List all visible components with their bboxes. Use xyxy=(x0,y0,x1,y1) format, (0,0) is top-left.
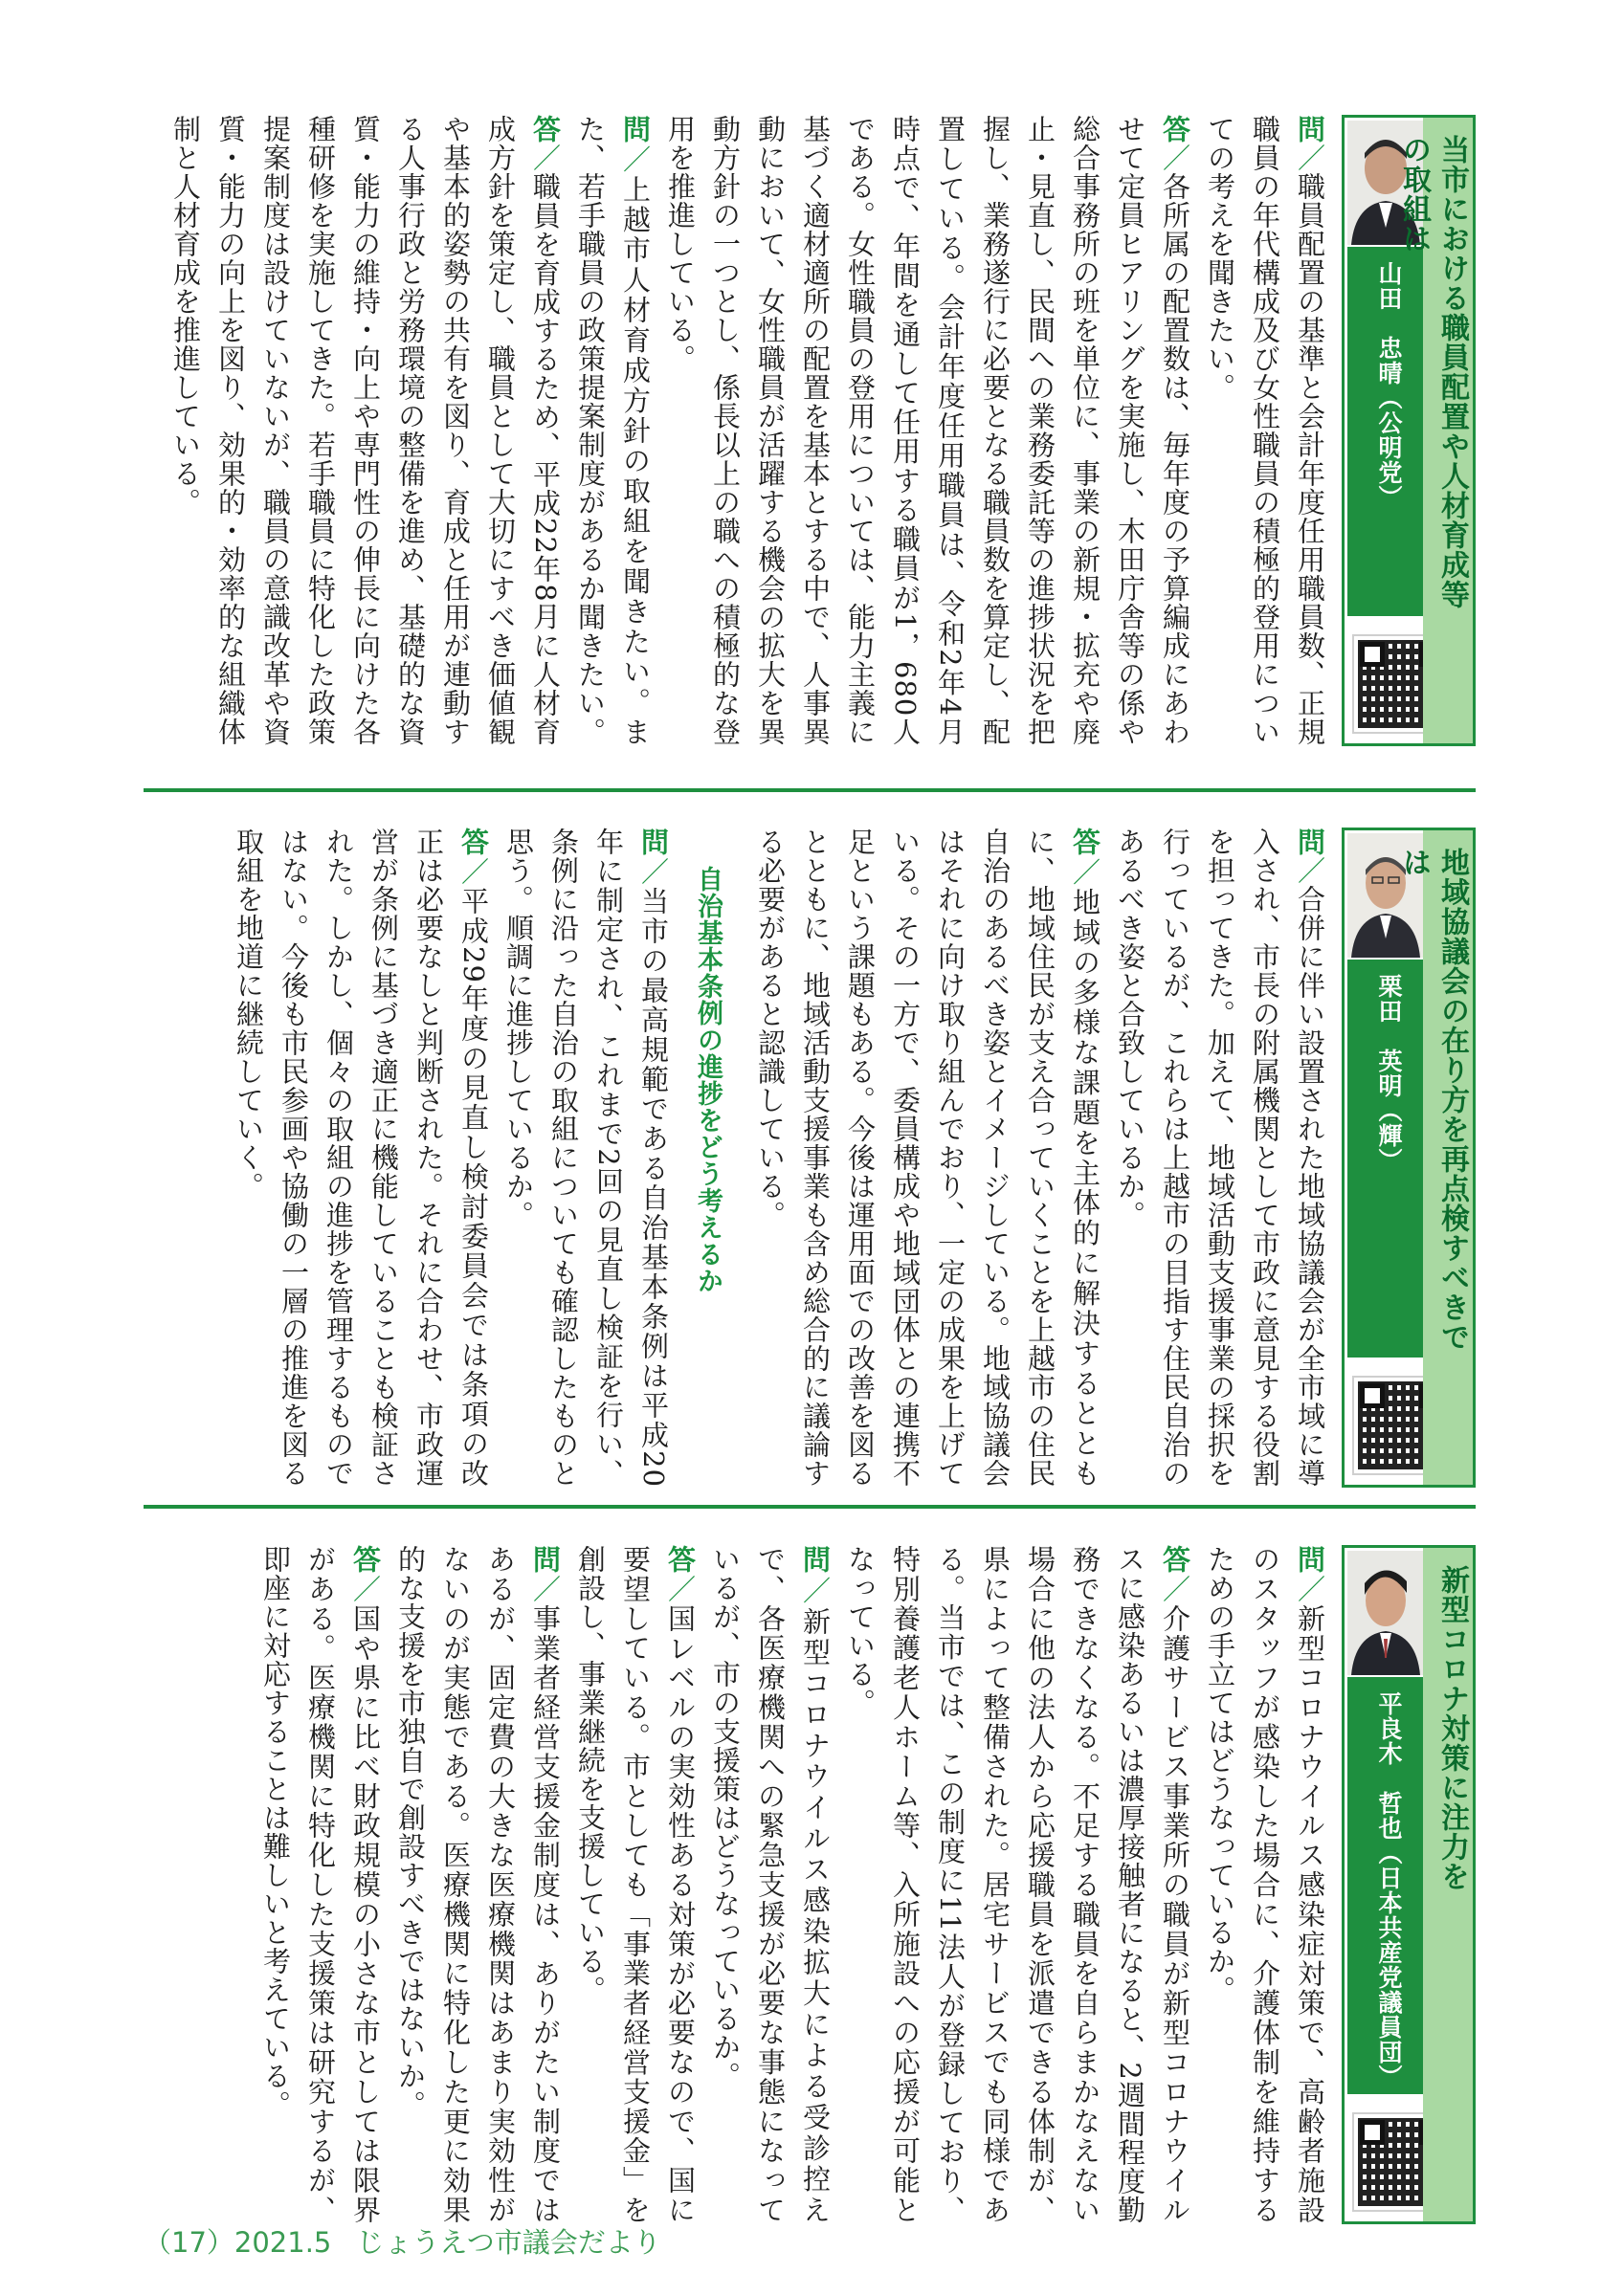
paragraph-text: 新型コロナウイルス感染拡大による受診控えで、各医療機関への緊急支援が必要な事態になっているが、市の支援策はどうなっているか。 xyxy=(709,1545,832,2225)
answer-mark: 答 xyxy=(1159,115,1191,144)
question-paragraph: 問／新型コロナウイルス感染拡大による受診控えで、各医療機関への緊急支援が必要な事態になっているが、市の支援策はどうなっているか。 xyxy=(709,1545,832,2225)
paragraph-text: 各所属の配置数は、毎年度の予算編成にあわせて定員ヒアリングを実施し、木田庁舎等の係や総合事務所の班を単位に、事業の新規・拡充や廃止・見直し、民間への業務委託等の進捗状況を把握し、業務遂行に必要となる職員数を算定し、配置している。会計年度任用職員は、令和2年4月時点で、年間を通して任用する職員が1，680人である。女性職員の登用については、能力主義に基づく適材適所の配置を基本とする中で、人事異動において、女性職員が活躍する機会の拡大を異動方針の一つとし、係長以上の職への積極的な登用を推進している。 xyxy=(664,115,1191,746)
answer-paragraph: 答／介護サービス事業所の職員が新型コロナウイルスに感染あるいは濃厚接触者になると、2週間程度勤務できなくなる。不足する職員を自らまかなえない場合に他の法人から応援職員を派遣できる体制が、県によって整備された。居宅サービスでも同様である。当市では、この制度に11法人が登録しており、特別養護老人ホーム等、入所施設への応援が可能となっている。 xyxy=(844,1545,1191,2225)
topic-title: 当市における職員配置や人材育成等の取組は xyxy=(1397,135,1469,609)
answer-mark: 答 xyxy=(1069,828,1101,858)
publication-name: じょうえつ市議会だより xyxy=(356,2226,661,2259)
question-mark: 問 xyxy=(799,1545,832,1577)
question-paragraph: 問／合併に伴い設置された地域協議会が全市域に導入され、市長の附属機関として市政に意見する役割を担ってきた。加えて、地域活動支援事業の採択を行っているが、これらは上越市の目指す住民自治のあるべき姿と合致しているか。 xyxy=(1114,828,1326,1488)
paragraph-text: 地域の多様な課題を主体的に解決するとともに、地域住民が支え合っていくことを上越市の住民自治のあるべき姿とイメージしている。地域協議会はそれに向け取り組んでおり、一定の成果を上げている。その一方で、委員構成や地域団体との連携不足という課題もある。今後は運用面での改善を図るとともに、地域活動支援事業も含め総合的に議論する必要があると認識している。 xyxy=(754,828,1101,1489)
question-mark: 問 xyxy=(637,828,670,858)
member-name: 平良木 哲也（日本共産党議員団） xyxy=(1375,1691,1403,2089)
answer-mark: 答 xyxy=(349,1545,382,1575)
article-body xyxy=(253,1545,1332,2224)
answer-paragraph: 答／地域の多様な課題を主体的に解決するとともに、地域住民が支え合っていくことを上越市の住民自治のあるべき姿とイメージしている。地域協議会はそれに向け取り組んでおり、一定の成果を上げている。その一方で、委員構成や地域団体との連携不足という課題もある。今後は運用面での改善を図るとともに、地域活動支援事業も含め総合的に議論する必要があると認識している。 xyxy=(754,828,1101,1489)
sub-heading: 自治基本条例の進捗をどう考えるか xyxy=(693,866,723,1294)
question-mark: 問 xyxy=(619,115,652,145)
answer-mark: 答 xyxy=(457,828,490,858)
question-paragraph: 問／職員配置の基準と会計年度任用職員数、正規職員の年代構成及び女性職員の積極的登用についての考えを聞きたい。 xyxy=(1204,115,1326,746)
question-mark: 問 xyxy=(1294,115,1326,144)
paragraph-text: 国レベルの実効性ある対策が必要なので、国に要望している。市としても「事業者経営支援金」を創設し、事業継続を支援している。 xyxy=(574,1545,697,2225)
answer-mark: 答 xyxy=(664,1545,697,1575)
member-name: 栗田 英明（輝） xyxy=(1375,974,1403,1173)
paragraph-text: 当市の最高規範である自治基本条例は平成20年に制定され、これまで2回の見直し検証を行い、条例に沿った自治の取組についても確認したものと思う。順調に進捗しているか。 xyxy=(502,828,670,1489)
answer-paragraph: 答／国や県に比べ財政規模の小さな市としては限界がある。医療機関に特化した支援策は研究するが、即座に対応することは難しいと考えている。 xyxy=(259,1545,382,2225)
topic-title: 新型コロナ対策に注力を xyxy=(1435,1565,1469,1891)
article-body xyxy=(226,828,1332,1488)
paragraph-text: 上越市人材育成方針の取組を聞きたい。また、若手職員の政策提案制度があるか聞きたい。 xyxy=(574,115,652,746)
topic-header xyxy=(1342,115,1476,746)
question-mark: 問 xyxy=(1294,1545,1326,1575)
answer-paragraph: 答／各所属の配置数は、毎年度の予算編成にあわせて定員ヒアリングを実施し、木田庁舎等の係や総合事務所の班を単位に、事業の新規・拡充や廃止・見直し、民間への業務委託等の進捗状況を把握し、業務遂行に必要となる職員数を算定し、配置している。会計年度任用職員は、令和2年4月時点で、年間を通して任用する職員が1，680人である。女性職員の登用については、能力主義に基づく適材適所の配置を基本とする中で、人事異動において、女性職員が活躍する機会の拡大を異動方針の一つとし、係長以上の職への積極的な登用を推進している。 xyxy=(664,115,1191,746)
paragraph-text: 国や県に比べ財政規模の小さな市としては限界がある。医療機関に特化した支援策は研究するが、即座に対応することは難しいと考えている。 xyxy=(259,1545,382,2225)
question-mark: 問 xyxy=(529,1545,562,1575)
page-number: （17）2021.5 xyxy=(144,2226,332,2259)
answer-mark: 答 xyxy=(529,115,562,144)
paragraph-text: 事業者経営支援金制度は、ありがたい制度ではあるが、固定費の大きな医療機関はあまり実効性がないのが実態である。医療機関に特化した更に効果的な支援を市独自で創設すべきではないか。 xyxy=(394,1545,562,2225)
article-body xyxy=(163,115,1332,746)
section-divider xyxy=(144,788,1476,792)
topic-section-1 xyxy=(144,115,1476,746)
member-photo xyxy=(1347,1551,1423,1675)
question-paragraph: 問／事業者経営支援金制度は、ありがたい制度ではあるが、固定費の大きな医療機関はあまり実効性がないのが実態である。医療機関に特化した更に効果的な支援を市独自で創設すべきではないか。 xyxy=(394,1545,562,2225)
paragraph-text: 介護サービス事業所の職員が新型コロナウイルスに感染あるいは濃厚接触者になると、2週間程度勤務できなくなる。不足する職員を自らまかなえない場合に他の法人から応援職員を派遣できる体制が、県によって整備された。居宅サービスでも同様である。当市では、この制度に11法人が登録しており、特別養護老人ホーム等、入所施設への応援が可能となっている。 xyxy=(844,1545,1191,2225)
topic-title: 地域協議会の在り方を再点検すべきでは xyxy=(1397,848,1469,1352)
paragraph-text: 合併に伴い設置された地域協議会が全市域に導入され、市長の附属機関として市政に意見する役割を担ってきた。加えて、地域活動支援事業の採択を行っているが、これらは上越市の目指す住民自治のあるべき姿と合致しているか。 xyxy=(1114,828,1326,1488)
answer-paragraph: 答／平成29年度の見直し検討委員会では条項の改正は必要なしと判断された。それに合わせ、市政運営が条例に基づき適正に機能していることも検証された。しかし、個々の取組の進捗を管理するものではない。今後も市民参画や協働の一層の推進を図る取組を地道に継続していく。 xyxy=(233,828,490,1489)
paragraph-text: 新型コロナウイルス感染症対策で、高齢者施設のスタッフが感染した場合に、介護体制を維持するための手立てはどうなっているか。 xyxy=(1204,1545,1326,2225)
question-paragraph: 問／新型コロナウイルス感染症対策で、高齢者施設のスタッフが感染した場合に、介護体制を維持するための手立てはどうなっているか。 xyxy=(1204,1545,1326,2225)
section-divider xyxy=(144,1505,1476,1509)
page-footer xyxy=(144,2221,686,2261)
question-paragraph: 問／上越市人材育成方針の取組を聞きたい。また、若手職員の政策提案制度があるか聞きたい。 xyxy=(574,115,652,746)
topic-header xyxy=(1342,1545,1476,2224)
question-mark: 問 xyxy=(1294,828,1326,856)
topic-header xyxy=(1342,828,1476,1488)
question-paragraph: 問／当市の最高規範である自治基本条例は平成20年に制定され、これまで2回の見直し検証を行い、条例に沿った自治の取組についても確認したものと思う。順調に進捗しているか。 xyxy=(502,828,670,1489)
paragraph-text: 職員を育成するため、平成22年8月に人材育成方針を策定し、職員として大切にすべき価値観や基本的姿勢の共有を図り、育成と任用が連動する人事行政と労務環境の整備を進め、基礎的な資質・能力の維持・向上や専門性の伸長に向けた各種研修を実施してきた。若手職員に特化した政策提案制度は設けていないが、職員の意識改革や資質・能力の向上を図り、効果的・効率的な組織体制と人材育成を推進している。 xyxy=(169,115,562,746)
answer-mark: 答 xyxy=(1159,1545,1191,1575)
topic-section-3 xyxy=(144,1545,1476,2224)
paragraph-text: 平成29年度の見直し検討委員会では条項の改正は必要なしと判断された。それに合わせ、市政運営が条例に基づき適正に機能していることも検証された。しかし、個々の取組の進捗を管理するものではない。今後も市民参画や協働の一層の推進を図る取組を地道に継続していく。 xyxy=(233,828,490,1489)
answer-paragraph: 答／職員を育成するため、平成22年8月に人材育成方針を策定し、職員として大切にすべき価値観や基本的姿勢の共有を図り、育成と任用が連動する人事行政と労務環境の整備を進め、基礎的な資質・能力の維持・向上や専門性の伸長に向けた各種研修を実施してきた。若手職員に特化した政策提案制度は設けていないが、職員の意識改革や資質・能力の向上を図り、効果的・効率的な組織体制と人材育成を推進している。 xyxy=(169,115,562,746)
topic-section-2 xyxy=(144,828,1476,1488)
paragraph-text: 職員配置の基準と会計年度任用職員数、正規職員の年代構成及び女性職員の積極的登用についての考えを聞きたい。 xyxy=(1204,115,1326,746)
answer-paragraph: 答／国レベルの実効性ある対策が必要なので、国に要望している。市としても「事業者経営支援金」を創設し、事業継続を支援している。 xyxy=(574,1545,697,2225)
member-name: 山田 忠晴（公明党） xyxy=(1375,261,1403,510)
